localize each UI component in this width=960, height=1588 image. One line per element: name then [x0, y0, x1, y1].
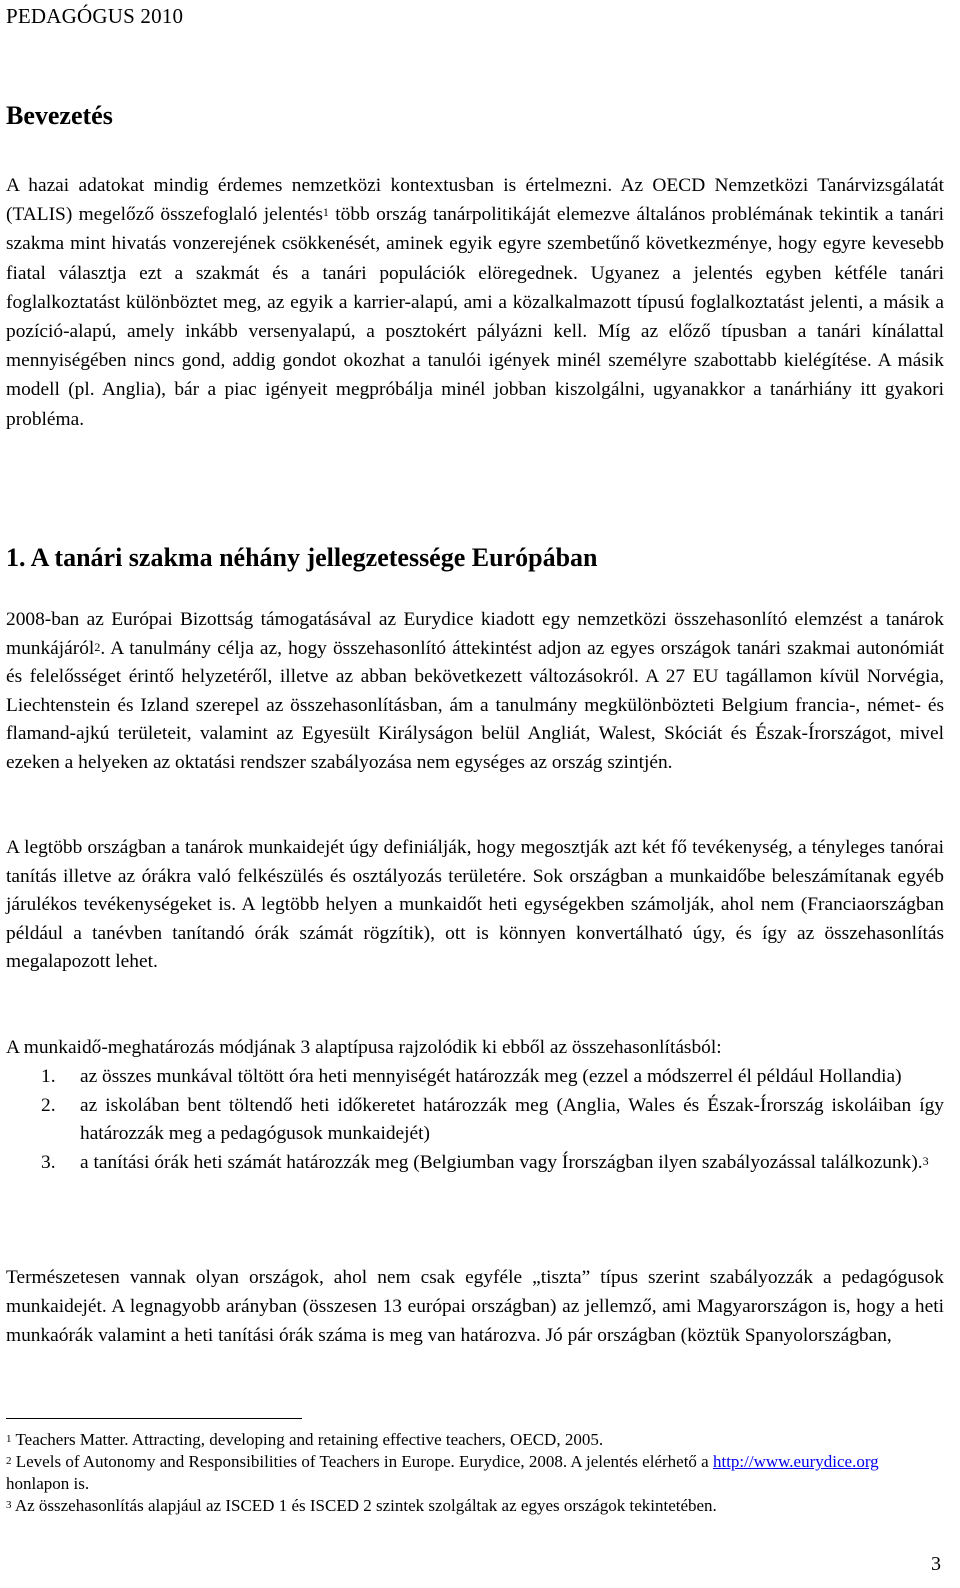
eurydice-link[interactable]: http://www.eurydice.org	[712, 1452, 879, 1471]
intro-heading: Bevezetés	[6, 101, 113, 130]
list-intro: A munkaidő-meghatározás módjának 3 alaptípusa rajzolódik ki ebből az összehasonlításból:	[6, 1037, 722, 1058]
footnote-text: Az összehasonlítás alapjául az ISCED 1 és ISCED 2 szintek szolgáltak az egyes országok tekintetében.	[14, 1496, 717, 1515]
footnote-ref-3: 3	[922, 1153, 929, 1168]
running-header: PEDAGÓGUS 2010	[6, 4, 184, 28]
types-list	[6, 1063, 944, 1177]
section-paragraph-1	[6, 606, 944, 778]
footnote-separator	[6, 1418, 302, 1419]
list-item-number: 2.	[41, 1094, 56, 1116]
list-item	[6, 1092, 944, 1149]
footnote-3	[6, 1495, 944, 1517]
section-heading: 1. A tanári szakma néhány jellegzetessége Európában	[6, 543, 598, 572]
list-item	[6, 1149, 944, 1178]
section-paragraph-1-text: 2008-ban az Európai Bizottság támogatásával az Eurydice kiadott egy nemzetközi összehasonlító elemzést a tanárok munkájáról	[6, 609, 944, 659]
list-item-text: a tanítási órák heti számát határozzák meg (Belgiumban vagy Írországban ilyen szabályozással találkozunk).	[80, 1151, 923, 1173]
footnotes	[6, 1429, 944, 1517]
footnote-text: Teachers Matter. Attracting, developing and retaining effective teachers, OECD, 2005.	[15, 1430, 604, 1449]
section-paragraph-3: Természetesen vannak olyan országok, ahol nem csak egyféle „tiszta” típus szerint szabályozzák a pedagógusok munkaidejét. A legnagyobb arányban (összesen 13 európai országban) az jellemző, ami Magyarországon is, hogy a heti munkaórák valamint a heti tanítási órák száma is meg van határozva. Jó pár országban (köztük Spanyolországban,	[6, 1267, 944, 1346]
section-paragraph-1-text-rest: . A tanulmány célja az, hogy összehasonlító áttekintést adjon az egyes országok tanári szakmai autonómiát és felelősséget érintő helyzetéről, illetve az abban bekövetkezett változásokról. A 27 EU tagállamon kívül Norvégia, Liechtenstein és Izland szerepel az összehasonlításban, ám a tanulmány megkülönbözteti Belgium francia-, német- és flamand-ajkú területeit, valamint az Egyesült Királyságon belül Angliát, Walest, Skóciát és Észak-Írországot, mivel ezeken a helyeken az oktatási rendszer szabályozása nem egységes az ország szintjén.	[6, 637, 944, 773]
footnote-2	[6, 1451, 944, 1495]
list-item-number: 1.	[41, 1066, 56, 1087]
footnote-text: Levels of Autonomy and Responsibilities of Teachers in Europe. Eurydice, 2008. A jelentés elérhető a	[15, 1452, 713, 1471]
list-item	[6, 1063, 944, 1092]
intro-paragraph-text-rest: több ország tanárpolitikáját elemezve általános problémának tekintik a tanári szakma mint hivatás vonzerejének csökkenését, aminek egyik egyre szembetűnő következménye, hogy egyre kevesebb fiatal választja ezt a szakmát és a tanári populációk elöregednek. Ugyanez a jelentés egyben kétféle tanári foglalkoztatást különböztet meg, az egyik a karrier-alapú, ami a közalkalmazott típusú foglalkoztatást jelenti, a másik a pozíció-alapú, amely inkább versenyalapú, a posztokért pályázni kell. Míg az előző típusban a tanári kínálattal mennyiségében nincs gond, addig gondot okozhat a tanulói igények minél személyre szabottabb kielégítése. A másik modell (pl. Anglia), bár a piac igényeit megpróbálja minél jobban kiszolgálni, ugyanakkor a tanárhiány itt gyakori probléma.	[6, 204, 944, 430]
footnote-1	[6, 1429, 944, 1451]
footnote-number: 2	[6, 1455, 12, 1467]
page-number: 3	[931, 1553, 941, 1575]
footnote-ref-1: 1	[322, 205, 329, 220]
list-item-text: az iskolában bent töltendő heti időkeretet határozzák meg (Anglia, Wales és Észak-Írország iskoláiban így határozzák meg a pedagógusok munkaidejét)	[80, 1094, 944, 1145]
footnote-text-after: honlapon is.	[6, 1474, 90, 1493]
footnote-number: 3	[6, 1499, 12, 1511]
footnote-number: 1	[6, 1433, 12, 1445]
footnote-ref-2: 2	[94, 639, 101, 654]
section-paragraph-2: A legtöbb országban a tanárok munkaidejét úgy definiálják, hogy megosztják azt két fő tevékenység, a tényleges tanórai tanítás illetve az órákra való felkészülés és osztályozás területére. Sok országban a munkaidőbe beleszámítanak egyéb járulékos tevékenységeket is. A legtöbb helyen a munkaidőt heti egységekben számolják, ahol nem (Franciaországban például a tanévben tanítandó órák számát rögzítik), ott is könnyen konvertálható úgy, és így az összehasonlítás megalapozott lehet.	[6, 837, 944, 973]
list-item-text: az összes munkával töltött óra heti mennyiségét határozzák meg (ezzel a módszerrel él például Hollandia)	[80, 1066, 902, 1087]
intro-paragraph-text: A hazai adatokat mindig érdemes nemzetközi kontextusban is értelmezni. Az OECD Nemzetközi Tanárvizsgálatát (TALIS) megelőző összefoglaló jelentés	[6, 175, 944, 226]
list-item-number: 3.	[41, 1151, 56, 1173]
intro-paragraph	[6, 171, 944, 434]
